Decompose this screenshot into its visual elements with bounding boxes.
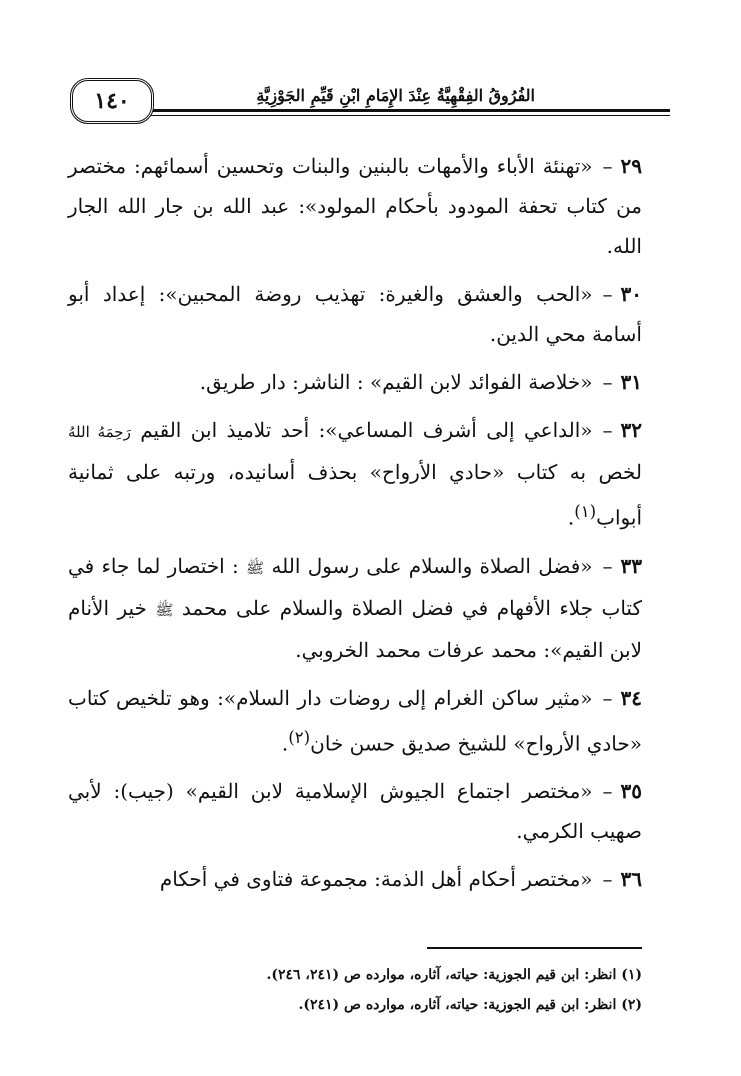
entry-36: ٣٦–«مختصر أحكام أهل الذمة: مجموعة فتاوى في أحكام <box>159 867 642 892</box>
salawat-glyph: ﷺ <box>155 600 174 619</box>
footnote-ref: (١) <box>574 502 597 521</box>
book-title: الفُرُوقُ الفِقْهِيَّةُ عِنْدَ الإِمَامِ ابْنِ قَيِّمِ الجَوْزِيَّةِ <box>256 86 535 105</box>
entry-number: ٣٦ <box>620 867 642 892</box>
entry-number: ٣٤ <box>620 685 642 710</box>
entry-text-cont: لخص به كتاب «حادي الأرواح» بحذف أسانيده، ورتبه على ثمانية أبواب <box>68 460 642 530</box>
salawat-glyph: ﷺ <box>246 558 265 577</box>
entry-text: «مختصر اجتماع الجيوش الإسلامية لابن القيم» (جيب): لأبي صهيب الكرمي. <box>68 779 642 844</box>
entry-35: ٣٥–«مختصر اجتماع الجيوش الإسلامية لابن القيم» (جيب): لأبي صهيب الكرمي. <box>68 779 642 844</box>
page-number: ١٤٠ <box>70 78 154 124</box>
entry-number: ٣١ <box>620 370 642 394</box>
entry-text: «فضل الصلاة والسلام على رسول الله <box>271 553 593 578</box>
honorific-glyph: رَحِمَهُ اللهُ <box>68 423 131 441</box>
entry-text: «مختصر أحكام أهل الذمة: مجموعة فتاوى في أحكام <box>159 867 593 892</box>
entry-33: ٣٣–«فضل الصلاة والسلام على رسول الله ﷺ : اختصار لما جاء في كتاب جلاء الأفهام في فضل الصلاة والسلام على محمد ﷺ خير الأنام لابن القيم»: محمد عرفات محمد الخروبي. <box>68 553 642 662</box>
entry-text: «خلاصة الفوائد لابن القيم» : الناشر: دار طريق. <box>199 370 593 394</box>
entry-29: ٢٩–«تهنئة الأباء والأمهات بالبنين والبنات وتحسين أسمائهم: مختصر من كتاب تحفة المودود بأحكام المولود»: عبد الله بن جار الله الجار الله. <box>68 154 642 258</box>
entry-text: «الحب والعشق والغيرة: تهذيب روضة المحبين»: إعداد أبو أسامة محي الدين. <box>68 282 642 346</box>
footnote-separator <box>427 947 642 949</box>
footnotes <box>150 960 642 1020</box>
entry-30: ٣٠–«الحب والعشق والغيرة: تهذيب روضة المحبين»: إعداد أبو أسامة محي الدين. <box>68 282 642 346</box>
footnote-1: (١) انظر: ابن قيم الجوزية: حياته، آثاره، موارده ص (٢٤١، ٢٤٦). <box>266 967 642 983</box>
entry-number: ٢٩ <box>620 154 642 178</box>
entry-text: «تهنئة الأباء والأمهات بالبنين والبنات وتحسين أسمائهم: مختصر من كتاب تحفة المودود بأحكام المولود»: عبد الله بن جار الله الجار الله. <box>68 154 642 258</box>
entry-text-mid: : اختصار لما جاء في كتاب جلاء الأفهام في فضل الصلاة والسلام على محمد <box>68 553 642 620</box>
entry-number: ٣٥ <box>620 779 642 804</box>
running-header <box>70 76 670 122</box>
entry-text: «مثير ساكن الغرام إلى روضات دار السلام»: وهو تلخيص كتاب «حادي الأرواح» للشيخ صديق حسن خان <box>68 685 642 756</box>
entry-32: ٣٢–«الداعي إلى أشرف المساعي»: أحد تلاميذ ابن القيم رَحِمَهُ اللهُ لخص به كتاب «حادي الأرواح» بحذف أسانيده، ورتبه على ثمانية أبواب$^{(١)}$. <box>68 418 642 530</box>
footnote-ref: (٢) <box>288 727 311 747</box>
header-rule-thin <box>136 115 670 116</box>
entry-text: «الداعي إلى أشرف المساعي»: أحد تلاميذ ابن القيم <box>140 418 593 442</box>
entry-number: ٣٠ <box>620 282 642 306</box>
footnote-2: (٢) انظر: ابن قيم الجوزية: حياته، آثاره، موارده ص (٢٤١). <box>298 997 642 1013</box>
entry-34: ٣٤–«مثير ساكن الغرام إلى روضات دار السلام»: وهو تلخيص كتاب «حادي الأرواح» للشيخ صديق حسن خان$^{(٢)}$. <box>68 685 642 756</box>
entry-number: ٣٢ <box>620 418 642 442</box>
header-rule-thick <box>136 109 670 112</box>
entry-31: ٣١–«خلاصة الفوائد لابن القيم» : الناشر: دار طريق. <box>199 370 642 394</box>
main-text <box>68 146 642 907</box>
entry-number: ٣٣ <box>620 553 642 578</box>
entry-text-cont: خير الأنام لابن القيم»: محمد عرفات محمد الخروبي. <box>68 595 642 662</box>
